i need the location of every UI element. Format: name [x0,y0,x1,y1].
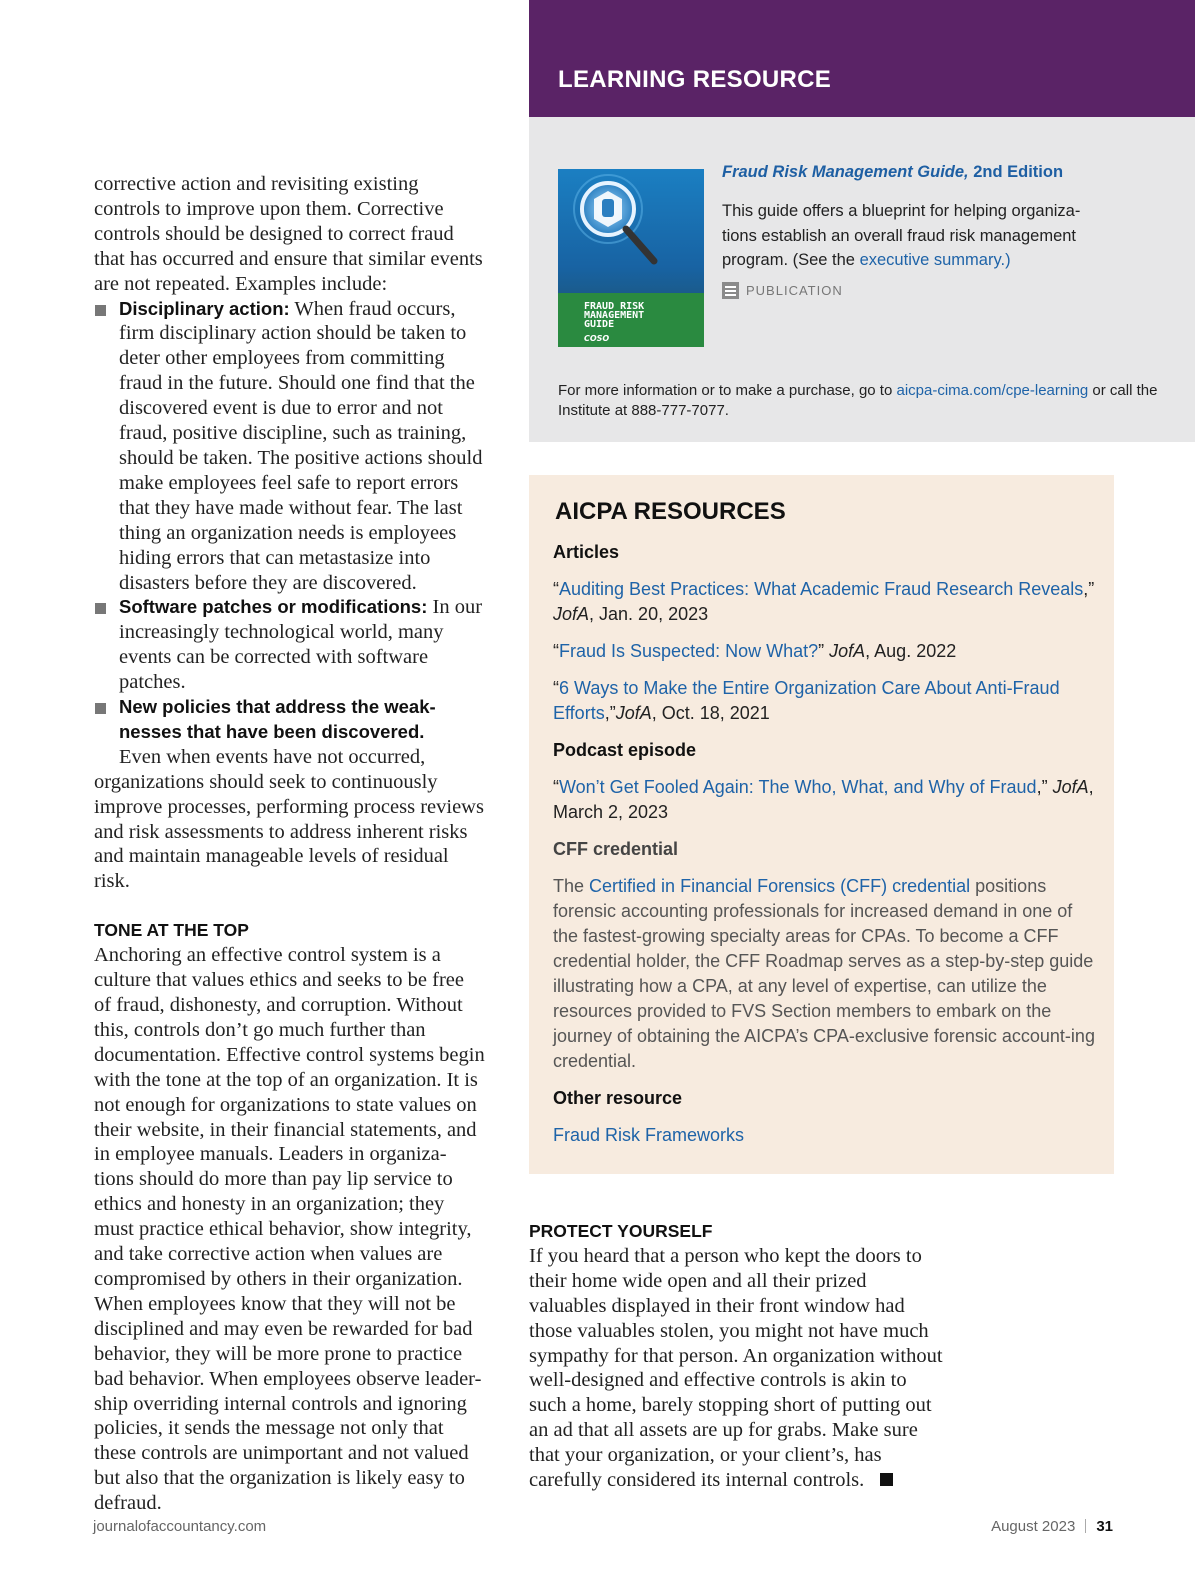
learning-resource-panel [529,117,1195,442]
square-bullet-icon [95,603,106,614]
quote-open: “ [553,579,559,599]
podcast-heading: Podcast episode [553,740,697,760]
other-resource-heading: Other resource [553,1088,683,1108]
quote-open: “ [553,678,559,698]
book-title-edition: 2nd Edition [968,163,1064,181]
footer-issue: August 2023 [991,1518,1076,1535]
purchase-text: For more information or to make a purchase, go to [558,382,897,399]
bullet-software [94,595,486,695]
book-cover-image [558,169,704,347]
quote-close: ,” [1036,777,1053,797]
protect-body-text: If you heard that a person who kept the doors to their home wide open and all their prized valuables displayed in their front window had those valuables stolen, you might not have much sympathy for that person. An organization without well-designed and effective controls is akin to such a home, barely stopping short of putting out an ad that all assets are up for grabs. Make sure that your organization, or your client’s, has carefully considered its internal controls. [529,1244,943,1492]
square-bullet-icon [95,305,106,316]
section-heading-tone: TONE AT THE TOP [94,920,249,941]
article-link[interactable]: Fraud Is Suspected: Now What? [559,641,819,661]
podcast-item [553,775,1098,825]
cover-logo-text: COSO [584,334,610,343]
executive-summary-link[interactable]: executive summary. [859,251,1006,269]
learning-resource-header [529,0,1195,117]
tone-paragraph: Anchoring an effective control system is a culture that values ethics and seeks to be free of fraud, dishonesty, and corruption. Without this, controls don’t go much further than documentation. Effective control systems begin with the tone at the top of an organization. It is not enough for organizations to state values on their website, in their financial statements, and in employee manuals. Leaders in organiza-tions should do more than pay lip service to ethics and honesty in an organization; they must practice ethical behavior, show integrity, and take corrective action when values are compromised by others in their organization. When employees know that they will not be disciplined and may even be rewarded for bad behavior, they will be more prone to practice bad behavior. When employees observe leader-ship overriding internal controls and ignoring policies, it sends the message not only that these controls are unimportant and not valued but also that the organization is likely easy to defraud. [94,944,485,1515]
protect-heading: PROTECT YOURSELF [529,1221,713,1241]
quote-close: ,” [604,703,616,723]
magnifier-hand-icon [558,169,704,347]
square-bullet-icon [95,703,106,714]
end-of-article-icon [880,1473,893,1486]
article-item [553,676,1098,726]
cff-body: positions forensic accounting professionals for increased demand in one of the fastest-growing specialty areas for CPAs. To become a CFF credential holder, the CFF Roadmap serves as a step-by-step guide illustrating how a CPA, at any level of expertise, can utilize the resources provided to FVS Section members to embark on the journey of obtaining the AICPA’s CPA-exclusive forensic account-ing credential. [553,876,1095,1071]
document-icon [722,282,739,299]
cff-credential-link[interactable]: Certified in Financial Forensics (CFF) credential [589,876,971,896]
learning-resource-title: LEARNING RESOURCE [558,66,832,93]
bullet-lead: Disciplinary action: [119,297,290,319]
fraud-risk-frameworks-link[interactable]: Fraud Risk Frameworks [553,1125,745,1145]
publication-tag-label: PUBLICATION [746,283,843,298]
protect-paragraph [529,1244,949,1493]
purchase-text-end: or call the Institute at 888-777-7077. [558,382,1158,419]
page-number: 31 [1096,1518,1113,1535]
article-date: , Jan. 20, 2023 [589,604,709,624]
aicpa-resources-box [529,475,1114,1174]
article-item [553,639,1098,664]
article-date: , Aug. 2022 [865,641,957,661]
cff-heading: CFF credential [553,839,679,859]
purchase-info [558,381,1158,421]
bullet-lead: New policies that address the weak-nesses that have been discovered. [119,696,436,742]
bullet-lead: Software patches or modifications: [119,596,428,618]
quote-open: “ [553,777,559,797]
article-link[interactable]: 6 Ways to Make the Entire Organization Care About Anti-Fraud Efforts [553,678,1060,723]
intro-paragraph: corrective action and revisiting existing controls to improve upon them. Corrective controls should be designed to correct fraud that has occurred and ensure that similar events are not repeated. Examples include: [94,173,483,295]
podcast-link[interactable]: Won’t Get Fooled Again: The Who, What, and Why of Fraud [559,777,1037,797]
article-item [553,577,1098,627]
article-date: , Oct. 18, 2021 [651,703,770,723]
podcast-date: , March 2, 2023 [553,777,1094,822]
bullet-text: When fraud occurs, firm disciplinary action should be taken to deter other employees from committing fraud in the future. Should one find that the discovered event is due to error and not fraud, positive discipline, such as training, should be taken. The positive actions should make employees feel safe to report errors that they have made without fear. The last thing an organization needs is employees hiding errors that can metastasize into disasters before they are discovered. [119,297,483,594]
bullet-policies [94,695,486,745]
cpe-learning-link[interactable]: aicpa-cima.com/cpe-learning [896,382,1089,399]
quote-open: “ [553,641,559,661]
left-column [94,172,486,1516]
publication-name: JofA [829,641,866,661]
cff-pre: The [553,876,590,896]
quote-close: ,” [1083,579,1095,599]
book-title[interactable] [722,163,1063,182]
footer-divider [1085,1519,1086,1533]
book-desc-end: ) [1005,251,1011,269]
book-title-italic: Fraud Risk Management Guide, [722,163,969,181]
cover-title-text: FRAUD RISK MANAGEMENT GUIDE [584,301,645,330]
publication-name: JofA [615,703,652,723]
protect-yourself-section [529,1219,949,1493]
article-link[interactable]: Auditing Best Practices: What Academic Fraud Research Reveals [559,579,1084,599]
cff-paragraph [553,874,1098,1074]
bullet-text: In our increasingly technological world, many events can be corrected with software patches. [119,596,483,694]
footer-website[interactable]: journalofaccountancy.com [93,1518,267,1535]
publication-tag [722,282,843,299]
publication-name: JofA [1052,777,1089,797]
quote-close: ” [818,641,830,661]
after-bullets-paragraph: Even when events have not occurred, organizations should seek to continuously improve processes, performing process reviews and risk assessments to address inherent risks and maintain manageable levels of residual risk. [94,745,484,893]
aicpa-resources-title: AICPA RESOURCES [555,498,786,525]
bullet-disciplinary [94,297,486,596]
book-desc-text: This guide offers a blueprint for helping organiza-tions establish an overall fraud risk management program. (See the [722,202,1081,269]
other-resource-item [553,1123,1098,1148]
publication-name: JofA [553,604,590,624]
footer-issue-info [991,1518,1113,1535]
book-description [722,199,1102,273]
articles-heading: Articles [553,542,620,562]
